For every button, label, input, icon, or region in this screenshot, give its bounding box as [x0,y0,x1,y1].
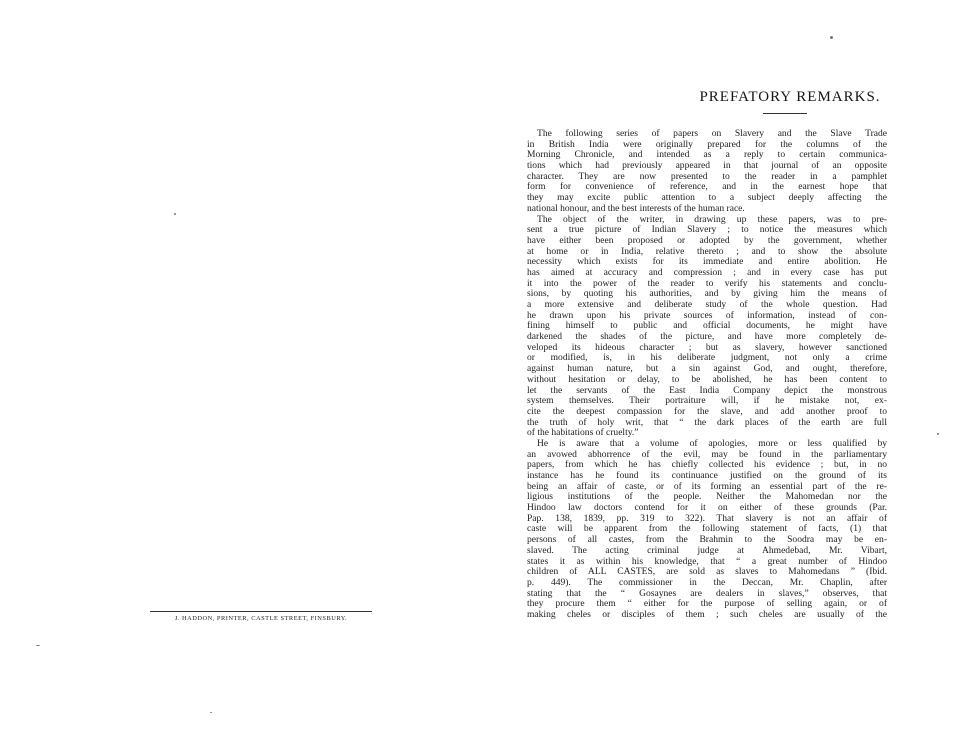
text-line: necessity which exists for its immediate and entire abolition. He [527,256,887,268]
text-line: instance has he found its continuance justified on the ground of its [527,470,887,481]
text-line: papers, from which he has chiefly collected his evidence ; but, in no [527,459,887,471]
text-line: a more extensive and deliberate study of the whole question. Had [527,299,887,310]
text-line: stating that the “ Gosaynes are dealers in slaves,” observes, that [527,587,887,599]
text-line: an avowed abhorrence of the evil, may be found in the parliamentary [527,448,887,460]
text-line: system themselves. Their portraiture will, if he mistake not, ex- [527,395,887,407]
text-line: sions, by quoting his authorities, and by giving him the means of [527,288,887,300]
text-line: has aimed at accuracy and compression ; and in every case has put [527,266,887,278]
paper-speck [937,433,939,435]
text-line: Pap. 138, 1839, pp. 319 to 322). That slavery is not an affair of [527,512,887,524]
text-line: veloped its hideous character ; but as slavery, however sanctioned [527,341,887,353]
text-line: or modified, is, in his deliberate judgment, not only a crime [527,352,887,364]
text-line: of the habitations of cruelty.” [527,427,639,439]
text-line: character. They are now presented to the reader in a pamphlet [527,170,887,182]
text-line: tions which had previously appeared in that journal of an opposite [527,160,887,172]
text-line: have either been proposed or adopted by the government, whether [527,234,887,246]
text-line: without hesitation or delay, to be abolished, he has been content to [527,373,887,385]
text-line: sent a true picture of Indian Slavery ; to notice the measures which [527,224,887,236]
text-line: states it as within his knowledge, that “ a great number of Hindoo [527,555,887,567]
text-line: slaved. The acting criminal judge at Ahmedebad, Mr. Vibart, [527,544,887,556]
printer-imprint: J. HADDON, PRINTER, CASTLE STREET, FINSBURY. [174,615,348,622]
text-line: in British India were originally prepared for the columns of the [527,138,887,150]
text-line: the truth of holy writ, that “ the dark places of the earth are full [527,416,887,428]
text-line: national honour, and the best interests of the human race. [527,202,745,214]
text-line: ligious institutions of the people. Neither the Mahomedan nor the [527,491,887,503]
text-line: being an affair of caste, or of its forming an essential part of the re- [527,480,887,492]
text-line: The following series of papers on Slavery and the Slave Trade [537,128,887,139]
text-line: he drawn upon his private sources of information, instead of con- [527,309,887,321]
text-line: Hindoo law doctors contend for it on either of these grounds (Par. [527,502,887,514]
title-rule [763,113,807,114]
right-page [490,0,980,736]
imprint-rule [150,611,372,612]
paper-speck [830,36,833,39]
text-line: The object of the writer, in drawing up these papers, was to pre- [537,213,887,225]
text-line: darkened the shades of the picture, and have more completely de- [527,331,887,343]
text-line: children of ALL CASTES, are sold as slaves to Mahomedans ” (Ibid. [527,566,887,578]
text-line: making cheles or disciples of them ; such cheles are usually of the [527,608,887,620]
text-line: let the servants of the East India Company depict the monstrous [527,384,887,396]
paper-speck [174,213,176,215]
text-line: Morning Chronicle, and intended as a reply to certain communica- [527,149,887,161]
text-line: form for convenience of reference, and in the earnest hope that [527,181,887,193]
text-line: fining himself to public and official documents, he might have [527,320,887,332]
text-line: at home or in India, relative thereto ; and to show the absolute [527,245,887,257]
paper-speck [210,712,212,713]
text-line: He is aware that a volume of apologies, more or less qualified by [537,437,887,449]
text-line: cite the deepest compassion for the slave, and add another proof to [527,405,887,417]
page-title: PREFATORY REMARKS. [699,89,881,105]
text-line: they may excite public attention to a subject deeply affecting the [527,192,887,204]
text-line: it into the power of the reader to verify his statements and conclu- [527,277,887,289]
text-line: they procure them “ either for the purpose of selling again, or of [527,598,887,610]
paper-speck [36,645,40,646]
text-line: p. 449). The commissioner in the Deccan, Mr. Chaplin, after [527,576,887,588]
text-line: against human nature, but a sin against God, and ought, therefore, [527,363,887,375]
body-text [527,129,887,621]
text-line: caste will be apparent from the following statement of facts, (1) that [527,523,887,535]
text-line: persons of all castes, from the Brahmin to the Soodra may be en- [527,534,887,546]
